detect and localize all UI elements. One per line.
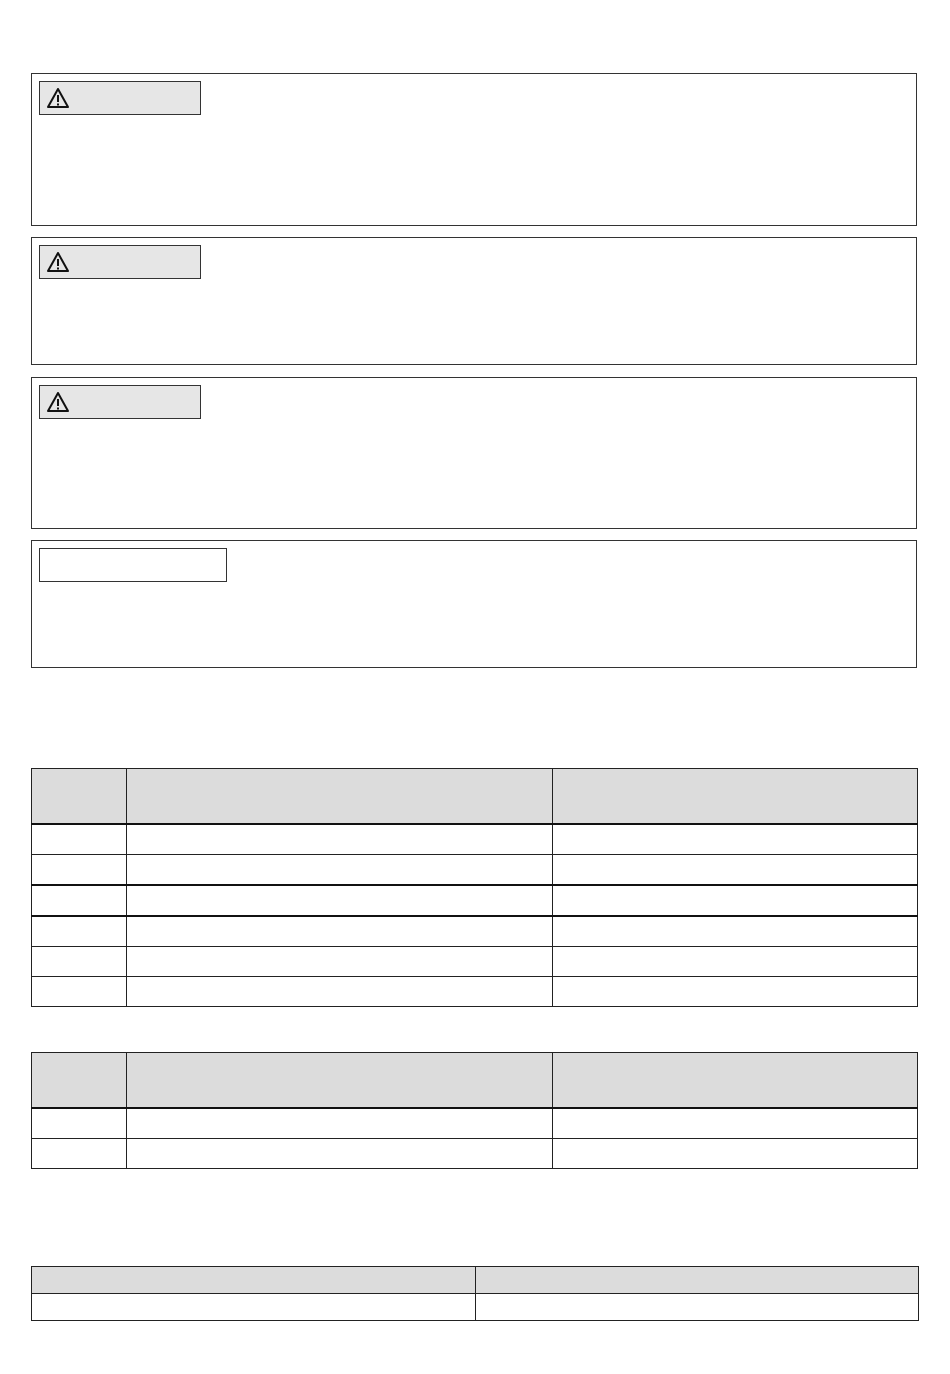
spec-table-2 [31,1052,918,1169]
table-cell [476,1294,919,1321]
table-header-cell [127,769,553,824]
table-cell [32,1108,127,1139]
table-cell [127,1108,553,1139]
table-row [32,885,918,916]
table-cell [127,855,553,885]
table-cell [127,885,553,916]
table-row [32,947,918,977]
table-row [32,855,918,885]
warning-notice-2 [31,237,917,365]
table-cell [553,824,918,855]
table-cell [127,947,553,977]
table-cell [127,824,553,855]
table-header-cell [32,1267,476,1294]
warning-notice-3 [31,377,917,529]
warning-label-box [39,81,201,115]
note-label-box [39,548,227,582]
table-cell [32,885,127,916]
table-cell [553,855,918,885]
note-notice [31,540,917,668]
table-header-cell [553,1053,918,1108]
table-header-row [32,1053,918,1108]
table-cell [32,855,127,885]
table-cell [553,977,918,1007]
table-header-cell [127,1053,553,1108]
spec-table-3 [31,1266,919,1321]
table-cell [553,947,918,977]
table-cell [32,824,127,855]
table-cell [127,977,553,1007]
table-header-cell [32,769,127,824]
warning-triangle-icon [46,391,70,413]
warning-triangle-icon [46,251,70,273]
table-header-row [32,769,918,824]
warning-notice-1 [31,73,917,226]
table-row [32,1108,918,1139]
table-header-cell [476,1267,919,1294]
table-header-cell [553,769,918,824]
table-row [32,1139,918,1169]
table-cell [127,1139,553,1169]
spec-table-1 [31,768,918,1007]
table-cell [553,885,918,916]
table-cell [32,1294,476,1321]
warning-label-box [39,385,201,419]
table-cell [553,916,918,947]
table-cell [32,977,127,1007]
table-row [32,824,918,855]
table-row [32,916,918,947]
table-cell [127,916,553,947]
table-cell [553,1108,918,1139]
table-row [32,1294,919,1321]
table-cell [32,1139,127,1169]
warning-label-box [39,245,201,279]
table-header-row [32,1267,919,1294]
table-cell [32,947,127,977]
table-cell [32,916,127,947]
table-row [32,977,918,1007]
warning-triangle-icon [46,87,70,109]
table-cell [553,1139,918,1169]
table-header-cell [32,1053,127,1108]
